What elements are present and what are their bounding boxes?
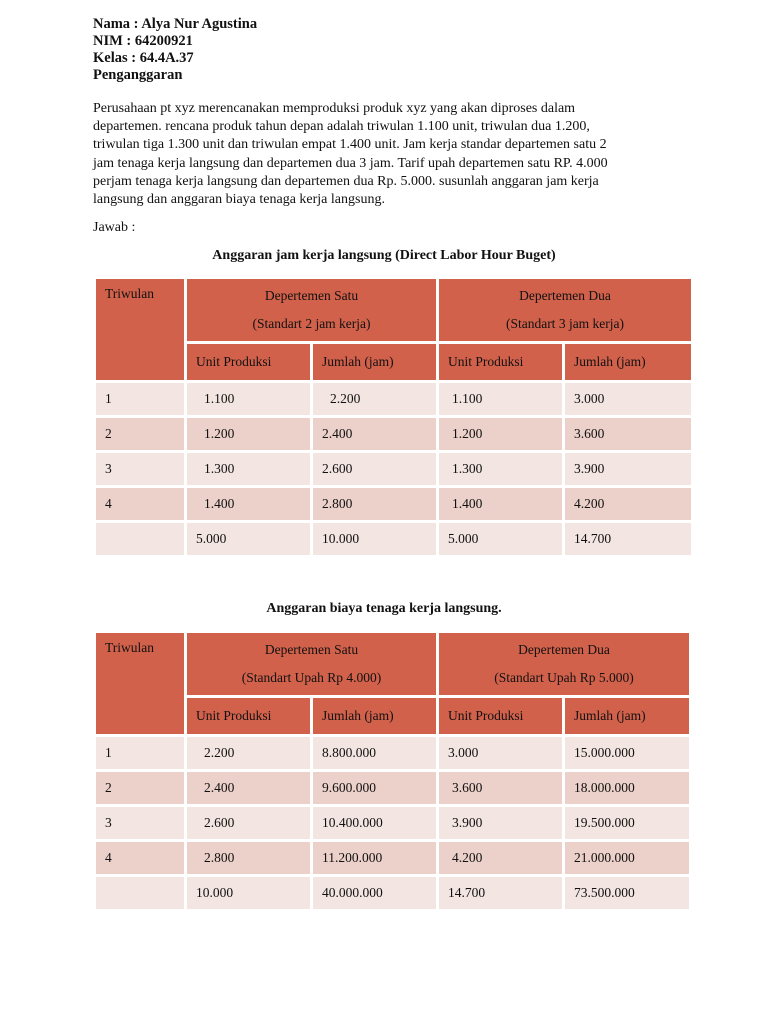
table-row [95, 806, 691, 841]
cell-dept1-unit-total: 10.000 [186, 876, 312, 911]
cell-dept2-jumlah: 18.000.000 [564, 771, 691, 806]
subheader-unit-produksi: Unit Produksi [186, 697, 312, 736]
cell-triwulan: 1 [95, 736, 186, 771]
student-header [93, 16, 257, 84]
cell-dept2-jam: 4.200 [564, 487, 693, 522]
col-triwulan-header: Triwulan [95, 278, 186, 382]
cell-triwulan: 4 [95, 841, 186, 876]
cell-dept2-unit-total: 5.000 [438, 522, 564, 557]
subheader-unit-produksi: Unit Produksi [186, 343, 312, 382]
table-row [95, 417, 693, 452]
cell-dept1-jam: 2.800 [312, 487, 438, 522]
cell-dept2-unit: 1.300 [438, 452, 564, 487]
table-row [95, 771, 691, 806]
dept2-standard: (Standart Upah Rp 5.000) [494, 670, 634, 685]
table2-title: Anggaran biaya tenaga kerja langsung. [266, 601, 502, 616]
subheader-jumlah-jam: Jumlah (jam) [564, 697, 691, 736]
dept1-standard: (Standart 2 jam kerja) [252, 316, 371, 331]
cell-dept2-unit: 3.900 [438, 806, 564, 841]
table-row [95, 487, 693, 522]
cell-dept2-jumlah: 15.000.000 [564, 736, 691, 771]
cell-dept2-unit: 3.600 [438, 771, 564, 806]
labor-cost-budget-table [93, 630, 692, 912]
dept2-name: Depertemen Dua [519, 288, 611, 303]
cell-dept2-jumlah: 19.500.000 [564, 806, 691, 841]
cell-dept1-jumlah-total: 40.000.000 [312, 876, 438, 911]
cell-triwulan: 1 [95, 382, 186, 417]
cell-dept1-jam: 2.400 [312, 417, 438, 452]
cell-triwulan: 3 [95, 452, 186, 487]
cell-dept1-unit: 1.100 [186, 382, 312, 417]
cell-dept1-jumlah: 11.200.000 [312, 841, 438, 876]
col-triwulan-header: Triwulan [95, 632, 186, 736]
table-total-row [95, 876, 691, 911]
cell-dept1-unit: 1.400 [186, 487, 312, 522]
labor-hour-budget-table [93, 276, 694, 558]
table-row [95, 841, 691, 876]
subheader-jumlah-jam: Jumlah (jam) [312, 697, 438, 736]
cell-dept1-unit: 1.300 [186, 452, 312, 487]
cell-dept2-jam: 3.000 [564, 382, 693, 417]
cell-dept2-unit: 1.100 [438, 382, 564, 417]
cell-dept1-jam: 2.200 [312, 382, 438, 417]
cell-triwulan: 2 [95, 417, 186, 452]
table-row [95, 452, 693, 487]
cell-dept2-unit: 1.400 [438, 487, 564, 522]
cell-dept2-unit: 3.000 [438, 736, 564, 771]
dept2-standard: (Standart 3 jam kerja) [505, 316, 625, 331]
cell-dept1-unit: 2.600 [186, 806, 312, 841]
cell-dept1-unit: 1.200 [186, 417, 312, 452]
problem-line: perjam tenaga kerja langsung dan departemen dua Rp. 5.000. susunlah anggaran jam kerja [93, 173, 599, 189]
dept2-header [438, 632, 691, 697]
dept2-header [438, 278, 693, 343]
cell-triwulan [95, 522, 186, 557]
dept1-name: Depertemen Satu [264, 642, 359, 657]
cell-dept2-unit: 1.200 [438, 417, 564, 452]
cell-dept1-jam-total: 10.000 [312, 522, 438, 557]
cell-dept2-unit-total: 14.700 [438, 876, 564, 911]
cell-triwulan: 2 [95, 771, 186, 806]
table-row [95, 382, 693, 417]
cell-dept1-unit: 2.400 [186, 771, 312, 806]
cell-dept2-jumlah-total: 73.500.000 [564, 876, 691, 911]
cell-dept2-jam: 3.900 [564, 452, 693, 487]
problem-line: langsung dan anggaran biaya tenaga kerja langsung. [93, 192, 385, 208]
cell-dept2-unit: 4.200 [438, 841, 564, 876]
cell-dept1-unit-total: 5.000 [186, 522, 312, 557]
dept2-name: Depertemen Dua [518, 642, 610, 657]
problem-line: triwulan tiga 1.300 unit dan triwulan empat 1.400 unit. Jam kerja standar departemen satu 2 [93, 137, 607, 153]
student-nim: NIM : 64200921 [93, 33, 193, 49]
cell-dept2-jam: 3.600 [564, 417, 693, 452]
cell-dept1-jumlah: 10.400.000 [312, 806, 438, 841]
cell-dept1-unit: 2.200 [186, 736, 312, 771]
table-row [95, 736, 691, 771]
subheader-unit-produksi: Unit Produksi [438, 697, 564, 736]
table1-title: Anggaran jam kerja langsung (Direct Labor Hour Buget) [212, 248, 556, 263]
cell-dept2-jumlah: 21.000.000 [564, 841, 691, 876]
dept1-header [186, 278, 438, 343]
cell-triwulan [95, 876, 186, 911]
student-class: Kelas : 64.4A.37 [93, 50, 194, 66]
problem-statement [93, 100, 683, 209]
cell-dept1-unit: 2.800 [186, 841, 312, 876]
problem-line: jam tenaga kerja langsung dan departemen dua 3 jam. Tarif upah departemen satu RP. 4.000 [93, 155, 608, 171]
cell-dept1-jumlah: 9.600.000 [312, 771, 438, 806]
problem-line: Perusahaan pt xyz merencanakan memproduksi produk xyz yang akan diproses dalam [93, 101, 576, 116]
subheader-unit-produksi: Unit Produksi [438, 343, 564, 382]
dept1-standard: (Standart Upah Rp 4.000) [241, 670, 382, 685]
dept1-header [186, 632, 438, 697]
cell-triwulan: 3 [95, 806, 186, 841]
subject-title: Penganggaran [93, 67, 183, 83]
cell-dept2-jam-total: 14.700 [564, 522, 693, 557]
subheader-jumlah-jam: Jumlah (jam) [564, 343, 693, 382]
table-total-row [95, 522, 693, 557]
cell-dept1-jam: 2.600 [312, 452, 438, 487]
cell-dept1-jumlah: 8.800.000 [312, 736, 438, 771]
problem-line: departemen. rencana produk tahun depan adalah triwulan 1.100 unit, triwulan dua 1.200, [93, 119, 590, 135]
subheader-jumlah-jam: Jumlah (jam) [312, 343, 438, 382]
student-name: Nama : Alya Nur Agustina [93, 16, 258, 32]
answer-label: Jawab : [93, 220, 136, 235]
dept1-name: Depertemen Satu [264, 288, 359, 303]
cell-triwulan: 4 [95, 487, 186, 522]
